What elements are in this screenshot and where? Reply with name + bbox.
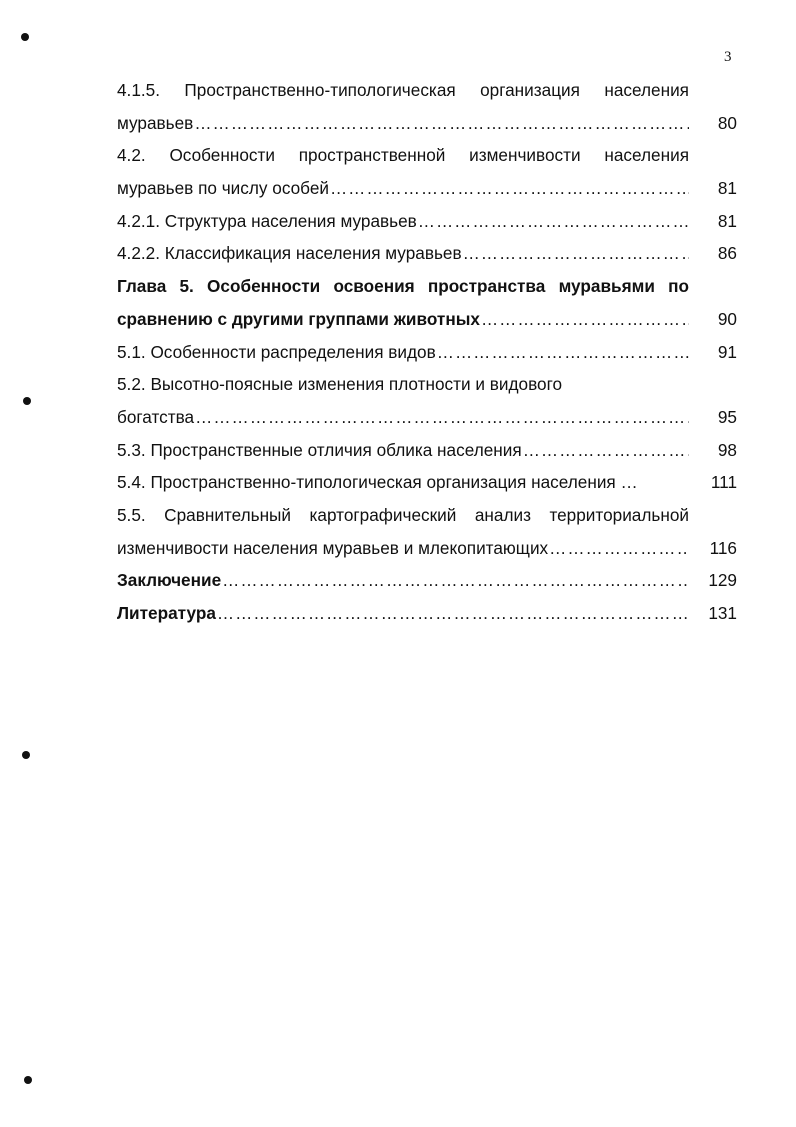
toc-entry-text: 5.5. Сравнительный картографический анализ территориальной bbox=[117, 504, 689, 525]
toc-entry-text: 4.1.5. Пространственно-типологическая организация населения bbox=[117, 80, 689, 100]
toc-entry-4-1-5 bbox=[117, 74, 737, 107]
toc-entry-text: изменчивости населения муравьев и млекопитающих bbox=[117, 537, 549, 558]
toc-entry-4-2-1 bbox=[117, 205, 737, 238]
toc-page-number: 91 bbox=[717, 341, 737, 362]
toc-entry-text: Литература bbox=[117, 603, 216, 623]
toc-entry-5-5 bbox=[117, 499, 737, 532]
toc-entry-5-2 bbox=[117, 368, 737, 401]
toc-entry-5-1 bbox=[117, 336, 737, 369]
dot-leader bbox=[523, 434, 689, 467]
toc-entry-text: Глава 5. Особенности освоения пространства муравьями по bbox=[117, 276, 689, 297]
punch-hole-2 bbox=[23, 397, 31, 405]
toc-page-number: 86 bbox=[717, 243, 737, 264]
toc-entry-references bbox=[117, 597, 737, 630]
toc-entry-text: Заключение bbox=[117, 570, 222, 591]
dot-leader bbox=[195, 401, 689, 434]
toc-page-number: 98 bbox=[717, 439, 737, 460]
toc-entry-4-2-2 bbox=[117, 237, 737, 270]
dot-leader bbox=[437, 336, 689, 369]
toc-entry-4-1-5-end bbox=[117, 107, 737, 140]
toc-entry-5-4 bbox=[117, 466, 737, 499]
toc-page-number: 129 bbox=[708, 570, 737, 591]
punch-hole-3 bbox=[22, 751, 30, 759]
toc-entry-text: 4.2.2. Классификация населения муравьев bbox=[117, 243, 462, 264]
toc-page-number: 111 bbox=[710, 472, 737, 493]
page-number: 3 bbox=[724, 49, 732, 65]
dot-leader bbox=[330, 172, 689, 205]
dot-leader bbox=[194, 107, 689, 140]
toc-entry-text: 5.3. Пространственные отличия облика населения bbox=[117, 439, 522, 460]
toc-entry-text: муравьев bbox=[117, 112, 194, 133]
dot-leader bbox=[481, 303, 689, 336]
toc-entry-conclusion bbox=[117, 564, 737, 597]
dot-leader bbox=[222, 564, 689, 597]
table-of-contents bbox=[117, 74, 737, 630]
toc-entry-chapter-5-end bbox=[117, 303, 737, 336]
toc-entry-chapter-5 bbox=[117, 270, 737, 303]
toc-entry-text: 4.2.1. Структура населения муравьев bbox=[117, 210, 417, 231]
dot-leader bbox=[418, 205, 689, 238]
toc-entry-text: 5.1. Особенности распределения видов bbox=[117, 341, 436, 362]
punch-hole-1 bbox=[21, 33, 29, 41]
toc-entry-text: муравьев по числу особей bbox=[117, 178, 329, 199]
toc-entry-4-2-end bbox=[117, 172, 737, 205]
toc-entry-text: 5.2. Высотно-поясные изменения плотности и видового bbox=[117, 374, 563, 395]
toc-entry-5-2-end bbox=[117, 401, 737, 434]
toc-page-number: 81 bbox=[717, 210, 737, 231]
dot-leader bbox=[463, 237, 689, 270]
toc-entry-text: 4.2. Особенности пространственной изменчивости населения bbox=[117, 145, 689, 166]
punch-hole-4 bbox=[24, 1076, 32, 1084]
toc-page-number: 131 bbox=[708, 603, 737, 623]
toc-entry-4-2 bbox=[117, 139, 737, 172]
toc-entry-text: 5.4. Пространственно-типологическая организация населения … bbox=[117, 472, 638, 493]
dot-leader bbox=[217, 597, 689, 630]
toc-page-number: 90 bbox=[717, 308, 737, 329]
toc-entry-text: богатства bbox=[117, 406, 195, 427]
toc-entry-5-3 bbox=[117, 434, 737, 467]
toc-page-number: 80 bbox=[717, 112, 737, 133]
toc-page-number: 95 bbox=[717, 406, 737, 427]
toc-entry-5-5-end bbox=[117, 532, 737, 565]
toc-entry-text: сравнению с другими группами животных bbox=[117, 308, 480, 329]
toc-page-number: 116 bbox=[709, 537, 737, 558]
dot-leader bbox=[549, 532, 689, 565]
toc-page-number: 81 bbox=[717, 178, 737, 199]
